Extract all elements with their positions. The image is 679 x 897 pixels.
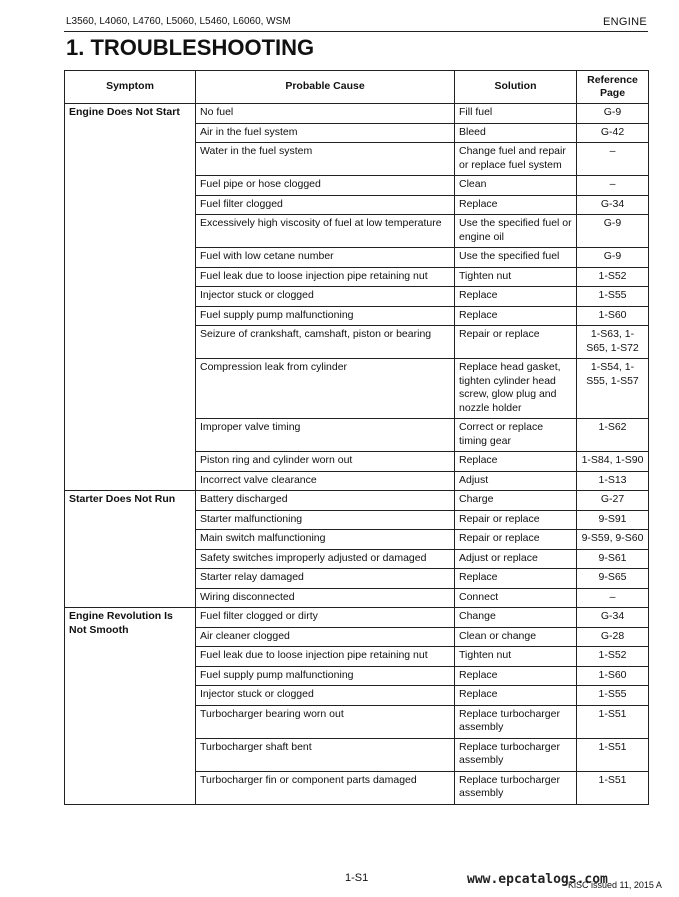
cause-cell: Improper valve timing bbox=[196, 419, 455, 452]
cause-cell: Incorrect valve clearance bbox=[196, 471, 455, 491]
cause-cell: Piston ring and cylinder worn out bbox=[196, 452, 455, 472]
table-row bbox=[65, 104, 649, 124]
solution-cell: Adjust bbox=[455, 471, 577, 491]
reference-cell: 1-S60 bbox=[577, 306, 649, 326]
solution-cell: Correct or replace timing gear bbox=[455, 419, 577, 452]
reference-cell: G-27 bbox=[577, 491, 649, 511]
solution-cell: Replace bbox=[455, 666, 577, 686]
reference-cell: – bbox=[577, 176, 649, 196]
symptom-cell: Starter Does Not Run bbox=[65, 491, 196, 608]
reference-cell: 1-S52 bbox=[577, 647, 649, 667]
symptom-cell: Engine Does Not Start bbox=[65, 104, 196, 491]
solution-cell: Tighten nut bbox=[455, 267, 577, 287]
footer-page-number: 1-S1 bbox=[345, 872, 369, 884]
reference-cell: 1-S51 bbox=[577, 738, 649, 771]
solution-cell: Adjust or replace bbox=[455, 549, 577, 569]
reference-cell: 9-S61 bbox=[577, 549, 649, 569]
cause-cell: Turbocharger fin or component parts damaged bbox=[196, 771, 455, 804]
header-section: ENGINE bbox=[603, 16, 647, 28]
cause-cell: No fuel bbox=[196, 104, 455, 124]
solution-cell: Replace bbox=[455, 306, 577, 326]
reference-cell: 1-S55 bbox=[577, 686, 649, 706]
cause-cell: Fuel supply pump malfunctioning bbox=[196, 666, 455, 686]
solution-cell: Charge bbox=[455, 491, 577, 511]
reference-cell: G-9 bbox=[577, 248, 649, 268]
page-title: 1. TROUBLESHOOTING bbox=[66, 35, 315, 60]
cause-cell: Starter malfunctioning bbox=[196, 510, 455, 530]
reference-cell: 1-S63, 1-S65, 1-S72 bbox=[577, 326, 649, 359]
reference-cell: – bbox=[577, 588, 649, 608]
reference-cell: 1-S52 bbox=[577, 267, 649, 287]
reference-cell: G-34 bbox=[577, 608, 649, 628]
solution-cell: Fill fuel bbox=[455, 104, 577, 124]
reference-cell: 1-S51 bbox=[577, 705, 649, 738]
reference-cell: 9-S65 bbox=[577, 569, 649, 589]
solution-cell: Replace bbox=[455, 452, 577, 472]
column-header-solution: Solution bbox=[455, 71, 577, 104]
cause-cell: Injector stuck or clogged bbox=[196, 686, 455, 706]
reference-cell: 1-S55 bbox=[577, 287, 649, 307]
header-models: L3560, L4060, L4760, L5060, L5460, L6060, WSM bbox=[66, 16, 291, 27]
cause-cell: Air in the fuel system bbox=[196, 123, 455, 143]
solution-cell: Tighten nut bbox=[455, 647, 577, 667]
cause-cell: Injector stuck or clogged bbox=[196, 287, 455, 307]
watermark: www.epcatalogs.com bbox=[467, 872, 608, 887]
cause-cell: Compression leak from cylinder bbox=[196, 359, 455, 419]
solution-cell: Repair or replace bbox=[455, 530, 577, 550]
cause-cell: Fuel filter clogged bbox=[196, 195, 455, 215]
column-header-reference-page: Reference Page bbox=[577, 71, 649, 104]
solution-cell: Replace bbox=[455, 686, 577, 706]
solution-cell: Repair or replace bbox=[455, 326, 577, 359]
reference-cell: 1-S54, 1-S55, 1-S57 bbox=[577, 359, 649, 419]
cause-cell: Air cleaner clogged bbox=[196, 627, 455, 647]
header-rule bbox=[64, 31, 648, 32]
solution-cell: Replace turbocharger assembly bbox=[455, 705, 577, 738]
solution-cell: Replace bbox=[455, 195, 577, 215]
table-row bbox=[65, 608, 649, 628]
cause-cell: Seizure of crankshaft, camshaft, piston or bearing bbox=[196, 326, 455, 359]
cause-cell: Turbocharger shaft bent bbox=[196, 738, 455, 771]
solution-cell: Bleed bbox=[455, 123, 577, 143]
solution-cell: Use the specified fuel or engine oil bbox=[455, 215, 577, 248]
solution-cell: Use the specified fuel bbox=[455, 248, 577, 268]
cause-cell: Wiring disconnected bbox=[196, 588, 455, 608]
cause-cell: Main switch malfunctioning bbox=[196, 530, 455, 550]
footer-issue: KiSC issued 11, 2015 A bbox=[568, 880, 662, 890]
cause-cell: Starter relay damaged bbox=[196, 569, 455, 589]
cause-cell: Fuel with low cetane number bbox=[196, 248, 455, 268]
reference-cell: G-42 bbox=[577, 123, 649, 143]
solution-cell: Replace bbox=[455, 287, 577, 307]
cause-cell: Battery discharged bbox=[196, 491, 455, 511]
reference-cell: G-34 bbox=[577, 195, 649, 215]
solution-cell: Clean or change bbox=[455, 627, 577, 647]
solution-cell: Replace head gasket, tighten cylinder head screw, glow plug and nozzle holder bbox=[455, 359, 577, 419]
cause-cell: Water in the fuel system bbox=[196, 143, 455, 176]
solution-cell: Clean bbox=[455, 176, 577, 196]
reference-cell: 1-S60 bbox=[577, 666, 649, 686]
reference-cell: 9-S91 bbox=[577, 510, 649, 530]
reference-cell: 1-S84, 1-S90 bbox=[577, 452, 649, 472]
cause-cell: Fuel pipe or hose clogged bbox=[196, 176, 455, 196]
table-row bbox=[65, 491, 649, 511]
cause-cell: Safety switches improperly adjusted or damaged bbox=[196, 549, 455, 569]
reference-cell: G-9 bbox=[577, 215, 649, 248]
reference-cell: 1-S13 bbox=[577, 471, 649, 491]
symptom-cell: Engine Revolution Is Not Smooth bbox=[65, 608, 196, 805]
cause-cell: Turbocharger bearing worn out bbox=[196, 705, 455, 738]
solution-cell: Replace turbocharger assembly bbox=[455, 738, 577, 771]
table-header-row bbox=[65, 71, 649, 104]
cause-cell: Fuel leak due to loose injection pipe retaining nut bbox=[196, 267, 455, 287]
reference-cell: 1-S51 bbox=[577, 771, 649, 804]
solution-cell: Change fuel and repair or replace fuel system bbox=[455, 143, 577, 176]
cause-cell: Fuel leak due to loose injection pipe retaining nut bbox=[196, 647, 455, 667]
reference-cell: 9-S59, 9-S60 bbox=[577, 530, 649, 550]
reference-cell: G-9 bbox=[577, 104, 649, 124]
cause-cell: Fuel filter clogged or dirty bbox=[196, 608, 455, 628]
solution-cell: Replace turbocharger assembly bbox=[455, 771, 577, 804]
troubleshooting-table bbox=[64, 70, 649, 805]
solution-cell: Repair or replace bbox=[455, 510, 577, 530]
cause-cell: Fuel supply pump malfunctioning bbox=[196, 306, 455, 326]
reference-cell: 1-S62 bbox=[577, 419, 649, 452]
solution-cell: Replace bbox=[455, 569, 577, 589]
table-body bbox=[65, 104, 649, 805]
cause-cell: Excessively high viscosity of fuel at low temperature bbox=[196, 215, 455, 248]
reference-cell: G-28 bbox=[577, 627, 649, 647]
reference-cell: – bbox=[577, 143, 649, 176]
solution-cell: Change bbox=[455, 608, 577, 628]
solution-cell: Connect bbox=[455, 588, 577, 608]
column-header-probable-cause: Probable Cause bbox=[196, 71, 455, 104]
column-header-symptom: Symptom bbox=[65, 71, 196, 104]
